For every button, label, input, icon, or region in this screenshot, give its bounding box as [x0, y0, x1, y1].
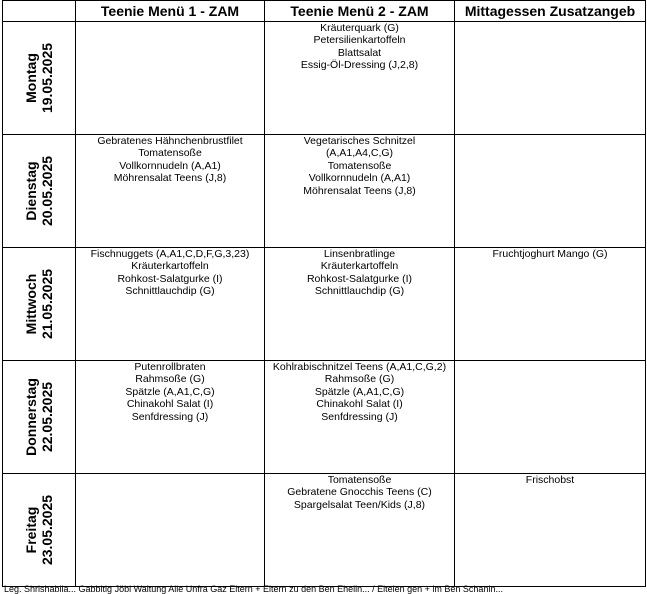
day-label-cell [3, 474, 76, 587]
cell-menu1 [76, 361, 265, 474]
dish-line: Spätzle (A,A1,C,G) [125, 385, 215, 398]
weekday: Freitag [23, 506, 39, 554]
cell-menu1 [76, 474, 265, 587]
day-row-donnerstag [3, 361, 646, 474]
date: 20.05.2025 [39, 155, 55, 227]
day-label-cell [3, 135, 76, 248]
dish-line: Putenrollbraten [134, 361, 206, 373]
dish-line: Chinakohl Salat (I) [316, 398, 403, 411]
dish-line: Vegetarisches Schnitzel [303, 135, 416, 147]
day-label [23, 43, 55, 113]
day-label [23, 269, 55, 339]
dish-line: Spätzle (A,A1,C,G) [314, 385, 405, 398]
dish-line: Vollkornnudeln (A,A1) [308, 172, 411, 185]
dish-line: Kräuterkartoffeln [131, 260, 209, 273]
dish-line: Rohkost-Salatgurke (I) [306, 272, 413, 285]
dish-line: Blattsalat [337, 46, 382, 59]
weekday: Montag [23, 53, 39, 103]
dish-line: Linsenbratlinge [323, 248, 396, 260]
dish-line: Möhrensalat Teens (J,8) [113, 172, 227, 185]
cell-menu2 [265, 474, 455, 587]
dish-line: Senfdressing (J) [131, 410, 209, 423]
day-label [23, 378, 55, 456]
header-menu2: Teenie Menü 2 - ZAM [265, 1, 455, 22]
dish-line: Kräuterquark (G) [320, 22, 399, 34]
dish-line: Gebratenes Hähnchenbrustfilet [97, 135, 243, 147]
cell-extra [455, 248, 646, 361]
header-extra: Mittagessen Zusatzangeb [455, 1, 646, 22]
header-row [3, 1, 646, 22]
weekday: Dienstag [23, 161, 39, 221]
footer-note: Leg. Shrishabila... Gabbitig Jöbl Waltung Alle Unfra Gaz Eltern + Eltern zu den Ben Ehelin... / Eltelen gen + im Ben Schanin... [4, 584, 503, 594]
day-row-montag [3, 22, 646, 135]
date: 21.05.2025 [39, 268, 55, 340]
dish-line: Tomatensoße [327, 474, 392, 486]
cell-extra [455, 135, 646, 248]
cell-extra [455, 22, 646, 135]
dish-line: Spargelsalat Teen/Kids (J,8) [293, 498, 426, 511]
dish-line: (A,A1,A4,C,G) [325, 147, 394, 160]
dish-line: Möhrensalat Teens (J,8) [303, 184, 416, 197]
day-row-mittwoch [3, 248, 646, 361]
menu-body [3, 22, 646, 587]
dish-line: Rahmsoße (G) [324, 373, 395, 386]
dish-line: Fruchtjoghurt Mango (G) [492, 248, 608, 260]
dish-line: Kohlrabischnitzel Teens (A,A1,C,G,2) [272, 361, 447, 373]
cell-menu1 [76, 22, 265, 135]
dish-line: Vollkornnudeln (A,A1) [119, 159, 221, 172]
weekday: Donnerstag [23, 378, 39, 456]
cell-extra [455, 361, 646, 474]
day-label-cell [3, 22, 76, 135]
dish-line: Essig-Öl-Dressing (J,2,8) [300, 59, 419, 72]
dish-line: Chinakohl Salat (I) [126, 398, 214, 411]
day-row-dienstag [3, 135, 646, 248]
cell-menu2 [265, 22, 455, 135]
date: 22.05.2025 [39, 381, 55, 453]
dish-line: Rahmsoße (G) [135, 373, 205, 386]
dish-line: Schnittlauchdip (G) [314, 285, 405, 298]
day-label [23, 156, 55, 226]
day-label-cell [3, 361, 76, 474]
date: 23.05.2025 [39, 494, 55, 566]
cell-menu2 [265, 361, 455, 474]
dish-line: Senfdressing (J) [321, 410, 398, 423]
dish-line: Tomatensoße [327, 159, 392, 172]
dish-line: Schnittlauchdip (G) [125, 285, 215, 298]
date: 19.05.2025 [39, 42, 55, 114]
header-menu1: Teenie Menü 1 - ZAM [76, 1, 265, 22]
dish-line: Frischobst [525, 474, 575, 486]
day-label-cell [3, 248, 76, 361]
dish-line: Fischnuggets (A,A1,C,D,F,G,3,23) [90, 248, 250, 260]
dish-line: Kräuterkartoffeln [320, 260, 399, 273]
dish-line: Gebratene Gnocchis Teens (C) [287, 486, 432, 499]
dish-line: Rohkost-Salatgurke (I) [117, 272, 223, 285]
cell-menu2 [265, 135, 455, 248]
cell-menu2 [265, 248, 455, 361]
menu-table [2, 0, 646, 587]
cell-extra [455, 474, 646, 587]
weekday: Mittwoch [23, 273, 39, 335]
day-label [23, 495, 55, 565]
cell-menu1 [76, 135, 265, 248]
dish-line: Petersilienkartoffeln [313, 34, 406, 47]
day-row-freitag [3, 474, 646, 587]
dish-line: Tomatensoße [138, 147, 202, 160]
cell-menu1 [76, 248, 265, 361]
corner-cell [3, 1, 76, 22]
